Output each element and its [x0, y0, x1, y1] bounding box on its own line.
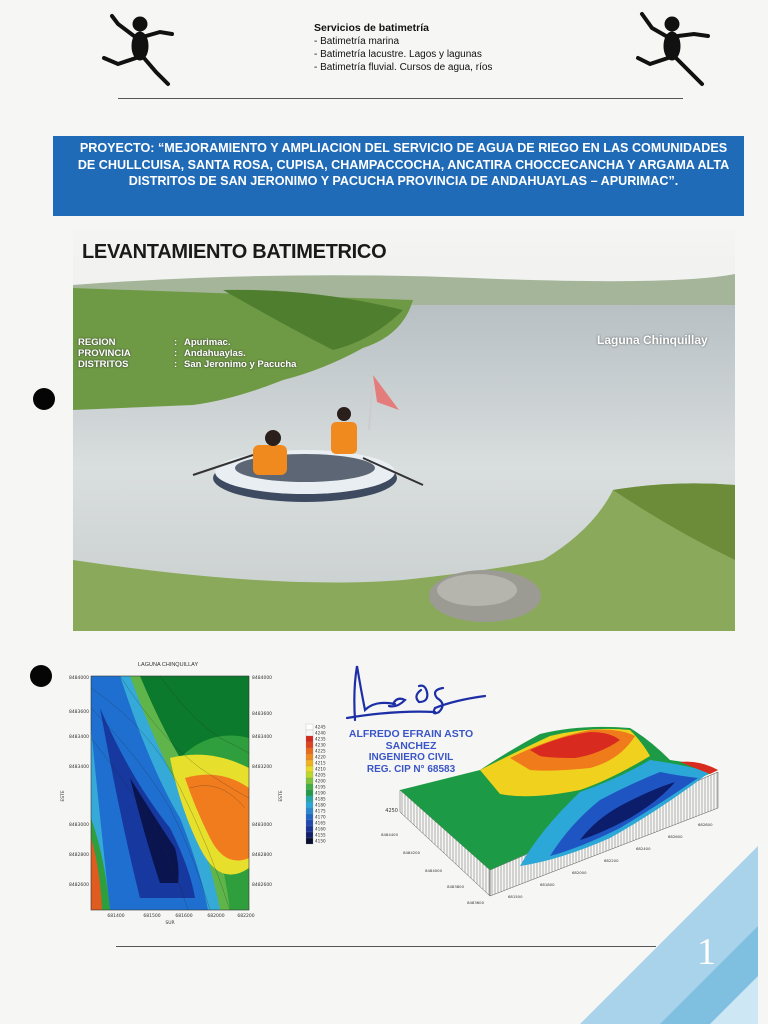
legend-swatch	[306, 742, 313, 748]
right-tick: 8483200	[252, 765, 273, 770]
stamp-name: ALFREDO EFRAIN ASTO SANCHEZ	[348, 728, 474, 752]
list-item: - Batimetría fluvial. Cursos de agua, ríos	[314, 61, 492, 74]
location-info	[78, 337, 296, 370]
location-row	[78, 337, 296, 348]
legend-swatch	[306, 766, 313, 772]
legend-label: 4175	[315, 808, 326, 814]
legend-swatch	[306, 730, 313, 736]
right-tick: 8483400	[252, 735, 273, 740]
legend-label: 4160	[315, 826, 326, 832]
services-list	[314, 35, 492, 74]
left-tick: 8484200	[403, 850, 420, 855]
punch-hole	[33, 388, 55, 410]
legend-swatch	[306, 802, 313, 808]
bottom-tick: 682800	[698, 822, 713, 827]
frog-logo-right-icon	[632, 6, 712, 90]
legend-label: 4185	[315, 796, 326, 802]
header-divider	[118, 98, 683, 99]
bottom-tick: 681600	[175, 914, 193, 919]
lake-photo	[73, 230, 735, 631]
bottom-tick: 682200	[237, 914, 255, 919]
right-tick: 8482600	[252, 883, 273, 888]
legend-swatch	[306, 814, 313, 820]
bottom-tick: 682600	[668, 834, 683, 839]
legend-swatch	[306, 790, 313, 796]
y-axis-label-right: ESTE	[279, 790, 284, 802]
legend-label: 4210	[315, 766, 326, 772]
map-title: LAGUNA CHINQUILLAY	[138, 662, 199, 668]
left-tick: 8484400	[381, 832, 398, 837]
frog-logo-left-icon	[98, 6, 178, 90]
left-tick: 8483000	[68, 823, 89, 828]
z-axis-label: 4250	[385, 808, 398, 814]
left-tick: 8483800	[447, 884, 464, 889]
bottom-tick: 681800	[540, 882, 555, 887]
legend-swatch	[306, 760, 313, 766]
bottom-tick: 681400	[107, 914, 125, 919]
left-tick: 8483400	[68, 735, 89, 740]
location-sep: :	[174, 337, 178, 348]
location-row	[78, 348, 296, 359]
legend-label: 4205	[315, 772, 326, 778]
project-banner	[53, 136, 744, 216]
bottom-tick: 681500	[508, 894, 523, 899]
legend-label: 4220	[315, 754, 326, 760]
list-item: - Batimetría lacustre. Lagos y lagunas	[314, 48, 492, 61]
location-value: San Jeronimo y Pacucha	[184, 359, 297, 370]
location-value: Andahuaylas.	[184, 348, 246, 359]
legend-label: 4170	[315, 814, 326, 820]
legend-label: 4195	[315, 784, 326, 790]
project-text: PROYECTO: “MEJORAMIENTO Y AMPLIACION DEL SERVICIO DE AGUA DE RIEGO EN LAS COMUNIDADES DE CHULLCUISA, SANTA ROSA, CUPISA, CHAMPACCOCHA, ANCATIRA CHOCCECANCHA Y ARGAMA ALTA DISTRITOS DE SAN JERONIMO Y PACUCHA PROVINCIA DE ANDAHUAYLAS – APURIMAC”.	[77, 141, 730, 188]
left-tick: 8483600	[467, 900, 484, 905]
location-sep: :	[174, 348, 178, 359]
legend-label: 4155	[315, 832, 326, 838]
services-title: Servicios de batimetría	[314, 22, 429, 34]
legend-swatch	[306, 772, 313, 778]
legend-swatch	[306, 748, 313, 754]
bottom-tick: 682000	[572, 870, 587, 875]
legend-swatch	[306, 796, 313, 802]
location-row	[78, 359, 296, 370]
location-key: REGION	[78, 337, 116, 348]
legend-swatch	[306, 724, 313, 730]
legend-label: 4245	[315, 724, 326, 730]
location-sep: :	[174, 359, 178, 370]
legend-label: 4235	[315, 736, 326, 742]
bottom-tick: 682400	[636, 846, 651, 851]
location-key: PROVINCIA	[78, 348, 131, 359]
bottom-tick: 682200	[604, 858, 619, 863]
location-key: DISTRITOS	[78, 359, 129, 370]
list-item: - Batimetría marina	[314, 35, 492, 48]
left-tick: 8482800	[68, 853, 89, 858]
page-number: 1	[697, 931, 716, 973]
left-tick: 8483400	[68, 765, 89, 770]
y-axis-label-left: ESTE	[61, 790, 66, 802]
legend-label: 4180	[315, 802, 326, 808]
legend-swatch	[306, 832, 313, 838]
legend-swatch	[306, 820, 313, 826]
left-tick: 8484000	[425, 868, 442, 873]
legend-swatch	[306, 826, 313, 832]
right-tick: 8484000	[252, 676, 273, 681]
page-corner-decoration	[560, 840, 768, 1024]
legend-label: 4230	[315, 742, 326, 748]
section-title: LEVANTAMIENTO BATIMETRICO	[82, 241, 387, 263]
legend-label: 4240	[315, 730, 326, 736]
legend-swatch	[306, 754, 313, 760]
legend-label: 4225	[315, 748, 326, 754]
legend-label: 4190	[315, 790, 326, 796]
contour-map	[60, 668, 290, 928]
stamp-reg: REG. CIP N° 68583	[366, 764, 456, 775]
right-tick: 8482800	[252, 853, 273, 858]
legend-swatch	[306, 784, 313, 790]
legend-swatch	[306, 838, 313, 844]
legend-swatch	[306, 736, 313, 742]
services-block	[314, 22, 492, 74]
left-tick: 8484000	[68, 676, 89, 681]
bottom-tick: 681500	[143, 914, 161, 919]
legend-label: 4200	[315, 778, 326, 784]
x-axis-label: SUR	[165, 921, 175, 926]
legend-label: 4150	[315, 838, 326, 844]
depth-legend	[304, 722, 338, 852]
location-value: Apurimac.	[184, 337, 231, 348]
legend-swatch	[306, 778, 313, 784]
right-tick: 8483000	[252, 823, 273, 828]
left-tick: 8482600	[68, 883, 89, 888]
punch-hole	[30, 665, 52, 687]
legend-label: 4165	[315, 820, 326, 826]
left-tick: 8483600	[68, 710, 89, 715]
stamp-title: INGENIERO CIVIL	[368, 752, 454, 763]
photo-label: Laguna Chinquillay	[597, 333, 708, 347]
right-tick: 8483600	[252, 712, 273, 717]
legend-label: 4215	[315, 760, 326, 766]
bottom-tick: 682000	[207, 914, 225, 919]
legend-swatch	[306, 808, 313, 814]
